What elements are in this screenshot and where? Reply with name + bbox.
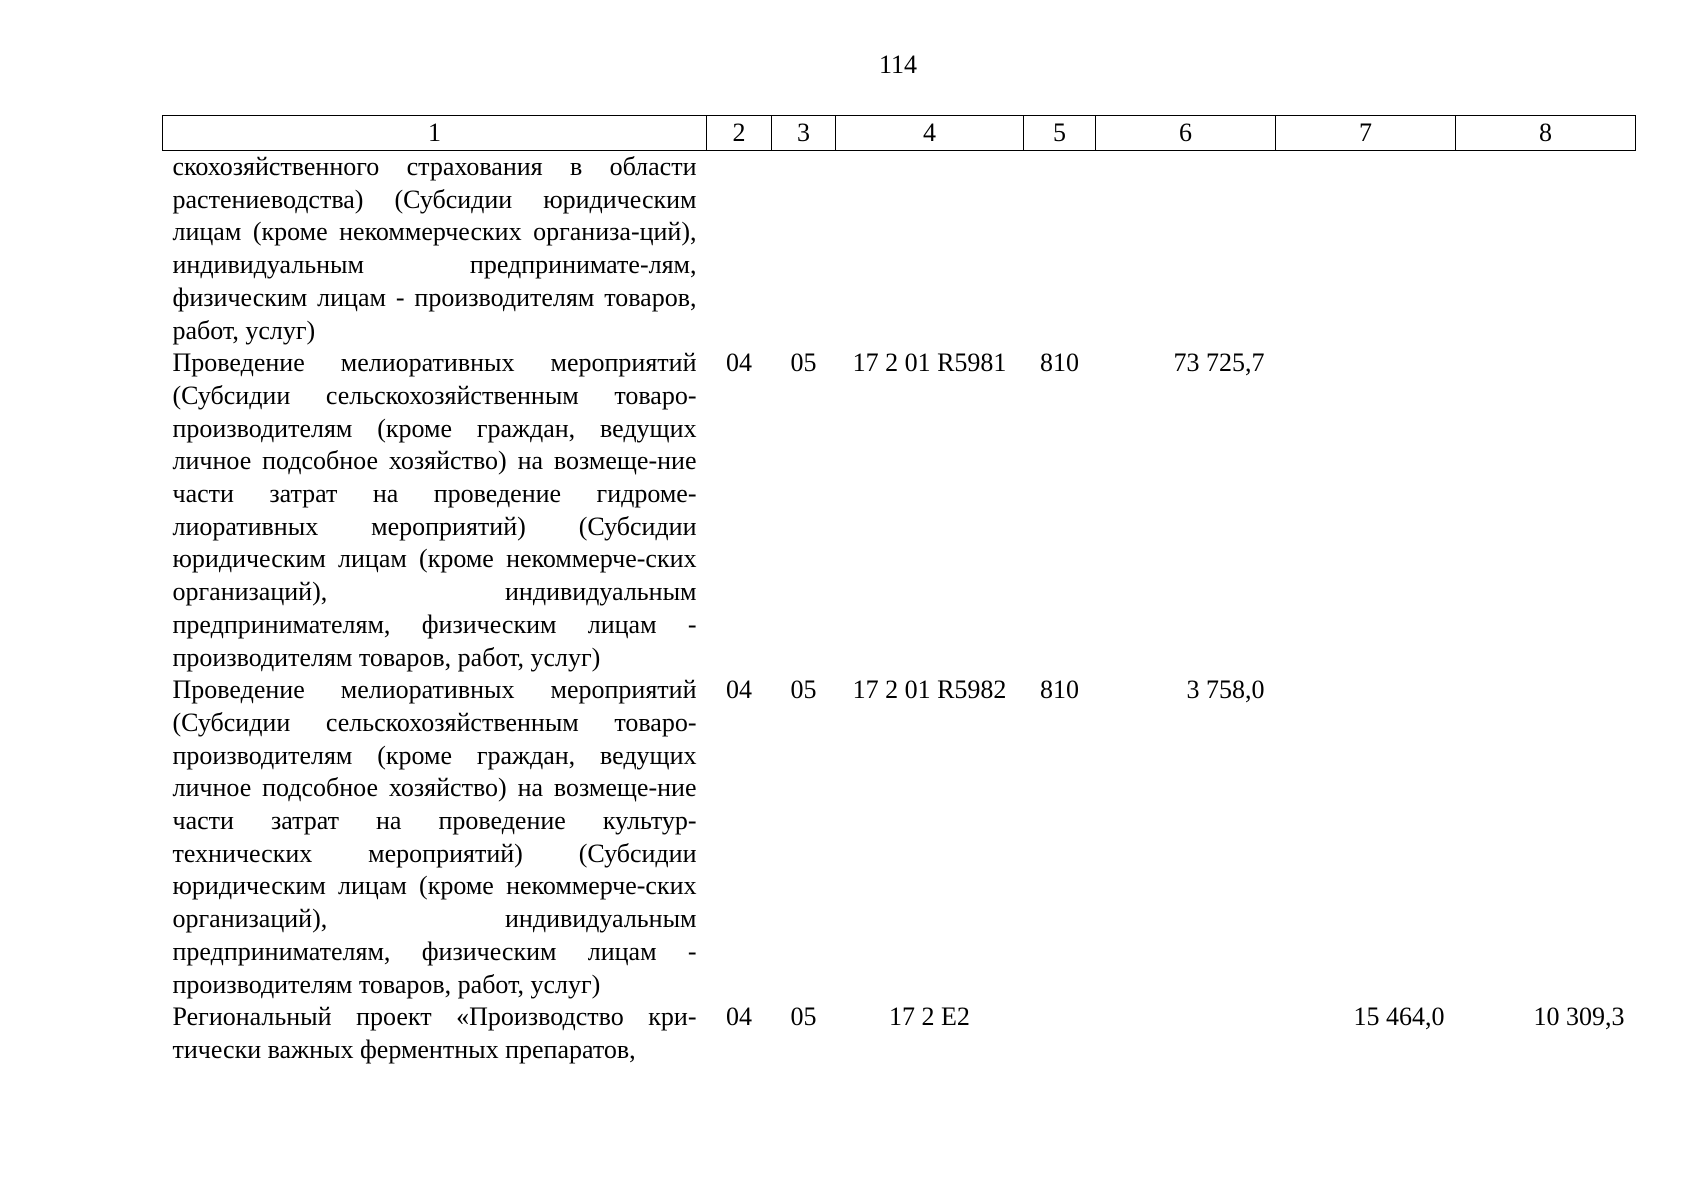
header-col-8: 8: [1456, 116, 1636, 151]
row-sum-col7: [1276, 347, 1456, 674]
table-row: [163, 347, 1636, 674]
row-pr: 05: [790, 348, 817, 378]
table-row: [163, 674, 1636, 1001]
row-csr: 17 2 01 R5981: [852, 348, 1007, 378]
row-csr: 17 2 01 R5982: [852, 675, 1007, 705]
row-sum-col6: 73 725,7: [1173, 348, 1265, 378]
row-rz: 04: [726, 1002, 752, 1032]
row-rz: [707, 151, 772, 348]
row-description: Проведение мелиоративных мероприятий (Субсидии сельскохозяйственным товаро-производителям (кроме граждан, ведущих личное подсобное хозяйство) на возмеще-ние части затрат на проведение гидроме-лиоративных мероприятий) (Субсидии юридическим лицам (кроме некоммерче-ских организаций), индивидуальным предпринимателям, физическим лицам - производителям товаров, работ, услуг): [172, 348, 697, 672]
header-col-2: 2: [707, 116, 772, 151]
row-csr: 17 2 E2: [889, 1002, 970, 1032]
header-col-6: 6: [1096, 116, 1276, 151]
header-col-4: 4: [836, 116, 1024, 151]
budget-table: [162, 115, 1636, 1067]
header-row: [163, 116, 1636, 151]
row-sum-col6: 3 758,0: [1186, 675, 1265, 705]
row-sum-col8: [1456, 674, 1636, 1001]
row-sum-col8: [1456, 151, 1636, 348]
row-description: Региональный проект «Производство кри-тически важных ферментных препаратов,: [172, 1002, 697, 1064]
row-vr: [1024, 151, 1096, 348]
row-vr: [1024, 1001, 1096, 1066]
row-sum-col6: [1096, 1001, 1276, 1066]
row-rz: 04: [726, 348, 752, 378]
row-sum-col6: [1096, 151, 1276, 348]
row-sum-col7: [1276, 674, 1456, 1001]
row-pr: 05: [790, 675, 817, 705]
row-csr: [836, 151, 1024, 348]
page-number: 114: [878, 50, 918, 79]
row-sum-col8: [1456, 347, 1636, 674]
table-row: [163, 1001, 1636, 1066]
header-col-7: 7: [1276, 116, 1456, 151]
header-col-5: 5: [1024, 116, 1096, 151]
row-sum-col7: [1276, 151, 1456, 348]
row-rz: 04: [726, 675, 752, 705]
table-row: [163, 151, 1636, 348]
row-vr: 810: [1040, 348, 1079, 378]
row-sum-col7: 15 464,0: [1353, 1002, 1445, 1032]
header-col-3: 3: [772, 116, 836, 151]
table-header: [163, 116, 1636, 151]
row-vr: 810: [1040, 675, 1079, 705]
row-description: Проведение мелиоративных мероприятий (Субсидии сельскохозяйственным товаро-производителям (кроме граждан, ведущих личное подсобное хозяйство) на возмеще-ние части затрат на проведение культур-технических мероприятий) (Субсидии юридическим лицам (кроме некоммерче-ских организаций), индивидуальным предпринимателям, физическим лицам - производителям товаров, работ, услуг): [172, 675, 697, 999]
row-description: скохозяйственного страхования в области растениеводства) (Субсидии юридическим лицам (кроме некоммерческих организа-ций), индивидуальным предпринимате-лям, физическим лицам - производителям товаров, работ, услуг): [172, 152, 697, 345]
row-pr: [772, 151, 836, 348]
row-sum-col8: 10 309,3: [1533, 1002, 1625, 1032]
row-pr: 05: [790, 1002, 817, 1032]
header-col-1: 1: [163, 116, 707, 151]
table-body: [163, 151, 1636, 1067]
